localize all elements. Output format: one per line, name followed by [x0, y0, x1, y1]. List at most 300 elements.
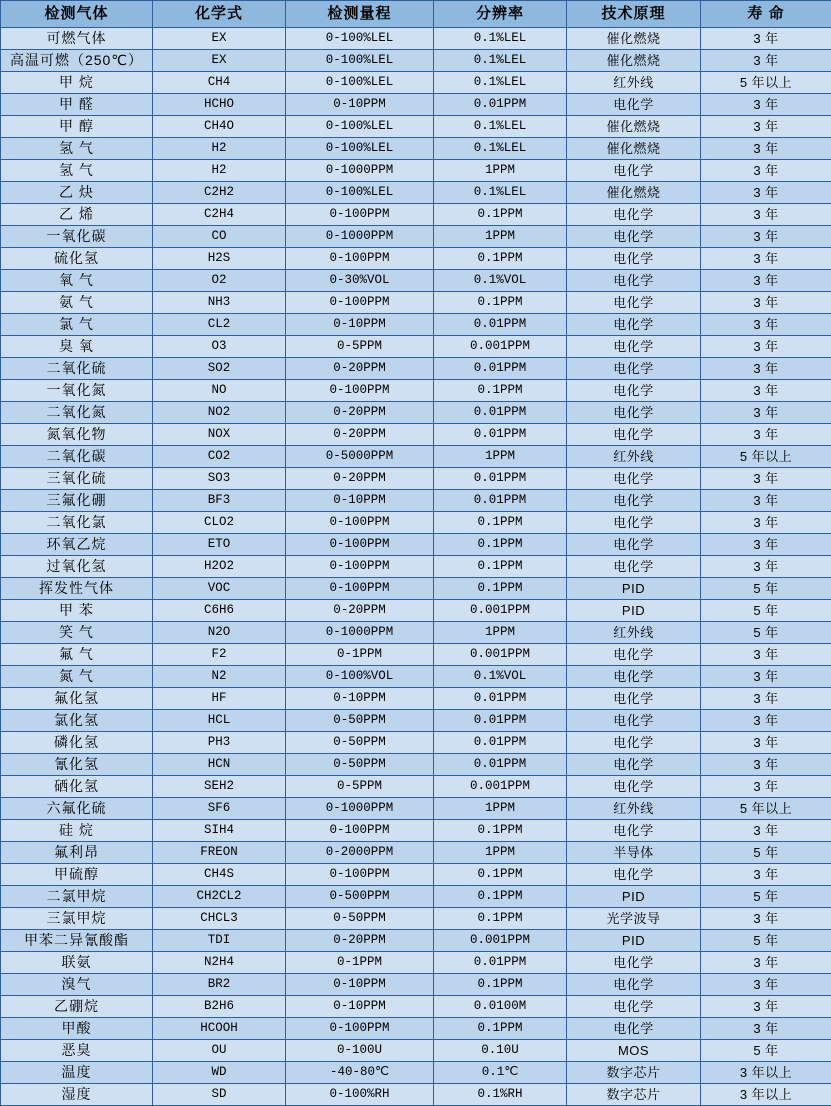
cell-formula: HCL — [153, 710, 286, 732]
cell-lifetime: 3 年 — [701, 952, 831, 974]
cell-gas: 二氯甲烷 — [1, 886, 153, 908]
cell-range: 0-100PPM — [286, 380, 434, 402]
cell-range: 0-100PPM — [286, 248, 434, 270]
cell-gas: 氢 气 — [1, 138, 153, 160]
cell-gas: 笑 气 — [1, 622, 153, 644]
cell-formula: SIH4 — [153, 820, 286, 842]
cell-gas: 二氧化氯 — [1, 512, 153, 534]
cell-principle: 红外线 — [567, 72, 701, 94]
table-row — [1, 204, 831, 226]
table-row — [1, 94, 831, 116]
table-row — [1, 116, 831, 138]
cell-lifetime: 5 年以上 — [701, 798, 831, 820]
cell-principle: 电化学 — [567, 776, 701, 798]
table-row — [1, 952, 831, 974]
table-row — [1, 1084, 831, 1106]
cell-resolution: 0.1PPM — [434, 820, 567, 842]
cell-lifetime: 3 年 — [701, 248, 831, 270]
cell-resolution: 1PPM — [434, 446, 567, 468]
cell-gas: 三氟化硼 — [1, 490, 153, 512]
cell-principle: PID — [567, 886, 701, 908]
table-row — [1, 556, 831, 578]
cell-gas: 过氧化氢 — [1, 556, 153, 578]
cell-formula: N2O — [153, 622, 286, 644]
cell-principle: 光学波导 — [567, 908, 701, 930]
cell-lifetime: 3 年 — [701, 710, 831, 732]
table-row — [1, 908, 831, 930]
cell-principle: 电化学 — [567, 204, 701, 226]
cell-resolution: 0.01PPM — [434, 94, 567, 116]
cell-resolution: 0.1%RH — [434, 1084, 567, 1106]
cell-formula: N2H4 — [153, 952, 286, 974]
cell-lifetime: 5 年 — [701, 578, 831, 600]
column-header-resolution: 分辨率 — [434, 1, 567, 28]
cell-lifetime: 3 年 — [701, 908, 831, 930]
cell-resolution: 0.1PPM — [434, 578, 567, 600]
table-row — [1, 820, 831, 842]
cell-formula: NH3 — [153, 292, 286, 314]
cell-range: 0-2000PPM — [286, 842, 434, 864]
cell-formula: O3 — [153, 336, 286, 358]
cell-range: 0-100%LEL — [286, 182, 434, 204]
cell-lifetime: 5 年 — [701, 622, 831, 644]
cell-principle: 催化燃烧 — [567, 116, 701, 138]
cell-formula: CL2 — [153, 314, 286, 336]
table-row — [1, 864, 831, 886]
cell-lifetime: 3 年 — [701, 160, 831, 182]
cell-resolution: 0.01PPM — [434, 732, 567, 754]
table-row — [1, 512, 831, 534]
cell-resolution: 0.01PPM — [434, 468, 567, 490]
cell-lifetime: 3 年 — [701, 182, 831, 204]
cell-formula: BF3 — [153, 490, 286, 512]
cell-lifetime: 3 年 — [701, 402, 831, 424]
cell-resolution: 0.01PPM — [434, 688, 567, 710]
cell-range: 0-100PPM — [286, 864, 434, 886]
cell-gas: 甲酸 — [1, 1018, 153, 1040]
cell-principle: 数字芯片 — [567, 1084, 701, 1106]
cell-range: 0-100U — [286, 1040, 434, 1062]
cell-lifetime: 5 年 — [701, 930, 831, 952]
cell-resolution: 1PPM — [434, 226, 567, 248]
cell-principle: 电化学 — [567, 402, 701, 424]
cell-range: 0-100PPM — [286, 534, 434, 556]
cell-range: -40-80℃ — [286, 1062, 434, 1084]
cell-resolution: 0.01PPM — [434, 952, 567, 974]
table-row — [1, 380, 831, 402]
table-row — [1, 490, 831, 512]
table-row — [1, 292, 831, 314]
cell-lifetime: 5 年 — [701, 842, 831, 864]
cell-gas: 甲硫醇 — [1, 864, 153, 886]
cell-resolution: 0.1PPM — [434, 864, 567, 886]
table-header — [1, 1, 831, 28]
cell-gas: 可燃气体 — [1, 28, 153, 50]
cell-gas: 湿度 — [1, 1084, 153, 1106]
cell-lifetime: 3 年 — [701, 688, 831, 710]
cell-principle: 电化学 — [567, 820, 701, 842]
cell-resolution: 0.1PPM — [434, 974, 567, 996]
cell-gas: 氢 气 — [1, 160, 153, 182]
cell-lifetime: 3 年 — [701, 534, 831, 556]
cell-principle: 电化学 — [567, 248, 701, 270]
cell-formula: H2 — [153, 160, 286, 182]
cell-lifetime: 3 年 — [701, 28, 831, 50]
cell-principle: 电化学 — [567, 270, 701, 292]
cell-lifetime: 3 年 — [701, 204, 831, 226]
cell-formula: SO3 — [153, 468, 286, 490]
cell-lifetime: 3 年 — [701, 94, 831, 116]
cell-resolution: 0.01PPM — [434, 402, 567, 424]
cell-principle: 电化学 — [567, 292, 701, 314]
cell-resolution: 0.1PPM — [434, 908, 567, 930]
cell-principle: 电化学 — [567, 468, 701, 490]
cell-resolution: 0.1%LEL — [434, 182, 567, 204]
cell-principle: 电化学 — [567, 314, 701, 336]
cell-formula: SEH2 — [153, 776, 286, 798]
cell-range: 0-20PPM — [286, 402, 434, 424]
cell-formula: ETO — [153, 534, 286, 556]
cell-gas: 臭 氧 — [1, 336, 153, 358]
cell-principle: MOS — [567, 1040, 701, 1062]
cell-principle: 电化学 — [567, 644, 701, 666]
cell-gas: 氟 气 — [1, 644, 153, 666]
table-row — [1, 226, 831, 248]
cell-resolution: 0.1PPM — [434, 512, 567, 534]
cell-gas: 硒化氢 — [1, 776, 153, 798]
cell-lifetime: 3 年 — [701, 644, 831, 666]
cell-lifetime: 3 年 — [701, 974, 831, 996]
table-row — [1, 358, 831, 380]
table-row — [1, 1018, 831, 1040]
cell-principle: 电化学 — [567, 556, 701, 578]
cell-gas: 联氨 — [1, 952, 153, 974]
cell-resolution: 0.1%LEL — [434, 72, 567, 94]
cell-range: 0-5PPM — [286, 336, 434, 358]
table-row — [1, 1040, 831, 1062]
cell-principle: 电化学 — [567, 534, 701, 556]
cell-formula: C2H4 — [153, 204, 286, 226]
cell-formula: NOX — [153, 424, 286, 446]
cell-resolution: 0.1PPM — [434, 380, 567, 402]
cell-formula: O2 — [153, 270, 286, 292]
cell-lifetime: 3 年 — [701, 754, 831, 776]
cell-lifetime: 3 年以上 — [701, 1084, 831, 1106]
cell-formula: CHCL3 — [153, 908, 286, 930]
cell-resolution: 0.001PPM — [434, 776, 567, 798]
cell-lifetime: 3 年 — [701, 380, 831, 402]
cell-range: 0-1000PPM — [286, 160, 434, 182]
cell-range: 0-100PPM — [286, 292, 434, 314]
table-row — [1, 402, 831, 424]
cell-lifetime: 3 年 — [701, 138, 831, 160]
cell-range: 0-500PPM — [286, 886, 434, 908]
cell-gas: 二氧化碳 — [1, 446, 153, 468]
cell-lifetime: 5 年以上 — [701, 446, 831, 468]
cell-gas: 乙 烯 — [1, 204, 153, 226]
cell-principle: 电化学 — [567, 710, 701, 732]
cell-formula: HF — [153, 688, 286, 710]
cell-resolution: 1PPM — [434, 622, 567, 644]
cell-principle: 电化学 — [567, 160, 701, 182]
cell-range: 0-10PPM — [286, 996, 434, 1018]
cell-principle: 电化学 — [567, 1018, 701, 1040]
cell-gas: 溴气 — [1, 974, 153, 996]
table-row — [1, 50, 831, 72]
header-row — [1, 1, 831, 28]
cell-gas: 三氧化硫 — [1, 468, 153, 490]
cell-lifetime: 3 年 — [701, 336, 831, 358]
cell-gas: 硅 烷 — [1, 820, 153, 842]
cell-range: 0-20PPM — [286, 358, 434, 380]
cell-range: 0-50PPM — [286, 732, 434, 754]
cell-range: 0-5PPM — [286, 776, 434, 798]
cell-range: 0-10PPM — [286, 314, 434, 336]
cell-formula: SF6 — [153, 798, 286, 820]
table-row — [1, 270, 831, 292]
cell-principle: 催化燃烧 — [567, 182, 701, 204]
cell-formula: NO — [153, 380, 286, 402]
cell-lifetime: 3 年 — [701, 468, 831, 490]
cell-resolution: 0.001PPM — [434, 930, 567, 952]
cell-gas: 高温可燃（250℃） — [1, 50, 153, 72]
cell-gas: 温度 — [1, 1062, 153, 1084]
cell-gas: 氯化氢 — [1, 710, 153, 732]
table-row — [1, 336, 831, 358]
table-row — [1, 996, 831, 1018]
table-row — [1, 446, 831, 468]
cell-principle: 电化学 — [567, 490, 701, 512]
cell-formula: CO2 — [153, 446, 286, 468]
cell-resolution: 0.0100M — [434, 996, 567, 1018]
table-row — [1, 72, 831, 94]
cell-range: 0-10PPM — [286, 974, 434, 996]
cell-gas: 硫化氢 — [1, 248, 153, 270]
cell-gas: 氟利昂 — [1, 842, 153, 864]
cell-range: 0-10PPM — [286, 688, 434, 710]
column-header-lifetime: 寿 命 — [701, 1, 831, 28]
cell-principle: 红外线 — [567, 798, 701, 820]
table-row — [1, 534, 831, 556]
cell-resolution: 0.1PPM — [434, 292, 567, 314]
cell-lifetime: 3 年 — [701, 820, 831, 842]
cell-formula: EX — [153, 50, 286, 72]
table-row — [1, 776, 831, 798]
cell-formula: NO2 — [153, 402, 286, 424]
cell-formula: SO2 — [153, 358, 286, 380]
cell-gas: 氯 气 — [1, 314, 153, 336]
cell-principle: 电化学 — [567, 666, 701, 688]
cell-range: 0-5000PPM — [286, 446, 434, 468]
cell-lifetime: 3 年 — [701, 424, 831, 446]
table-row — [1, 688, 831, 710]
cell-formula: C2H2 — [153, 182, 286, 204]
cell-principle: 红外线 — [567, 622, 701, 644]
cell-range: 0-100%VOL — [286, 666, 434, 688]
cell-resolution: 0.1℃ — [434, 1062, 567, 1084]
cell-formula: BR2 — [153, 974, 286, 996]
cell-principle: 半导体 — [567, 842, 701, 864]
cell-formula: H2O2 — [153, 556, 286, 578]
cell-formula: WD — [153, 1062, 286, 1084]
table-row — [1, 138, 831, 160]
cell-range: 0-50PPM — [286, 754, 434, 776]
cell-resolution: 0.001PPM — [434, 600, 567, 622]
cell-gas: 乙 炔 — [1, 182, 153, 204]
cell-gas: 氧 气 — [1, 270, 153, 292]
cell-range: 0-1PPM — [286, 644, 434, 666]
cell-range: 0-30%VOL — [286, 270, 434, 292]
table-row — [1, 622, 831, 644]
table-row — [1, 468, 831, 490]
table-row — [1, 644, 831, 666]
cell-range: 0-100%LEL — [286, 50, 434, 72]
cell-principle: 电化学 — [567, 732, 701, 754]
cell-gas: 乙硼烷 — [1, 996, 153, 1018]
column-header-range: 检测量程 — [286, 1, 434, 28]
cell-gas: 甲 苯 — [1, 600, 153, 622]
cell-gas: 磷化氢 — [1, 732, 153, 754]
table-row — [1, 886, 831, 908]
cell-principle: 催化燃烧 — [567, 50, 701, 72]
cell-formula: TDI — [153, 930, 286, 952]
cell-principle: 电化学 — [567, 424, 701, 446]
cell-principle: 催化燃烧 — [567, 138, 701, 160]
table-row — [1, 424, 831, 446]
cell-lifetime: 5 年 — [701, 600, 831, 622]
cell-range: 0-20PPM — [286, 600, 434, 622]
cell-principle: 数字芯片 — [567, 1062, 701, 1084]
cell-gas: 甲 醇 — [1, 116, 153, 138]
cell-gas: 氮 气 — [1, 666, 153, 688]
table-row — [1, 1062, 831, 1084]
table-row — [1, 314, 831, 336]
cell-gas: 环氧乙烷 — [1, 534, 153, 556]
cell-principle: 电化学 — [567, 688, 701, 710]
cell-resolution: 0.1PPM — [434, 204, 567, 226]
cell-gas: 二氧化硫 — [1, 358, 153, 380]
cell-range: 0-100%LEL — [286, 28, 434, 50]
cell-resolution: 0.1%VOL — [434, 666, 567, 688]
cell-resolution: 0.1PPM — [434, 248, 567, 270]
table-row — [1, 666, 831, 688]
cell-resolution: 1PPM — [434, 842, 567, 864]
cell-lifetime: 3 年以上 — [701, 1062, 831, 1084]
cell-gas: 氨 气 — [1, 292, 153, 314]
cell-gas: 一氧化碳 — [1, 226, 153, 248]
cell-range: 0-20PPM — [286, 468, 434, 490]
cell-gas: 甲 烷 — [1, 72, 153, 94]
cell-resolution: 0.01PPM — [434, 754, 567, 776]
cell-resolution: 0.1PPM — [434, 556, 567, 578]
cell-formula: H2S — [153, 248, 286, 270]
cell-formula: CO — [153, 226, 286, 248]
cell-gas: 甲 醛 — [1, 94, 153, 116]
cell-principle: 红外线 — [567, 446, 701, 468]
cell-lifetime: 5 年以上 — [701, 72, 831, 94]
cell-lifetime: 3 年 — [701, 996, 831, 1018]
cell-gas: 氟化氢 — [1, 688, 153, 710]
cell-lifetime: 3 年 — [701, 50, 831, 72]
cell-range: 0-100%LEL — [286, 72, 434, 94]
cell-range: 0-1PPM — [286, 952, 434, 974]
cell-lifetime: 5 年 — [701, 1040, 831, 1062]
cell-formula: HCOOH — [153, 1018, 286, 1040]
cell-formula: F2 — [153, 644, 286, 666]
cell-lifetime: 3 年 — [701, 556, 831, 578]
table-row — [1, 248, 831, 270]
cell-resolution: 0.1%LEL — [434, 116, 567, 138]
cell-lifetime: 3 年 — [701, 776, 831, 798]
cell-principle: PID — [567, 600, 701, 622]
cell-gas: 六氟化硫 — [1, 798, 153, 820]
cell-range: 0-1000PPM — [286, 798, 434, 820]
cell-principle: PID — [567, 930, 701, 952]
cell-formula: SD — [153, 1084, 286, 1106]
cell-principle: 电化学 — [567, 336, 701, 358]
cell-lifetime: 3 年 — [701, 732, 831, 754]
table-row — [1, 710, 831, 732]
cell-principle: 催化燃烧 — [567, 28, 701, 50]
cell-lifetime: 3 年 — [701, 358, 831, 380]
cell-lifetime: 3 年 — [701, 1018, 831, 1040]
cell-resolution: 0.1PPM — [434, 534, 567, 556]
cell-principle: 电化学 — [567, 94, 701, 116]
cell-formula: CH4S — [153, 864, 286, 886]
cell-lifetime: 3 年 — [701, 314, 831, 336]
cell-formula: CH2CL2 — [153, 886, 286, 908]
table-row — [1, 578, 831, 600]
cell-resolution: 0.001PPM — [434, 336, 567, 358]
cell-range: 0-100PPM — [286, 578, 434, 600]
cell-principle: 电化学 — [567, 380, 701, 402]
cell-range: 0-100%RH — [286, 1084, 434, 1106]
column-header-formula: 化学式 — [153, 1, 286, 28]
cell-range: 0-100PPM — [286, 820, 434, 842]
cell-range: 0-10PPM — [286, 490, 434, 512]
cell-principle: 电化学 — [567, 754, 701, 776]
cell-gas: 一氧化氮 — [1, 380, 153, 402]
cell-principle: 电化学 — [567, 358, 701, 380]
cell-range: 0-1000PPM — [286, 622, 434, 644]
cell-resolution: 0.01PPM — [434, 424, 567, 446]
cell-formula: CH4O — [153, 116, 286, 138]
cell-gas: 二氧化氮 — [1, 402, 153, 424]
cell-range: 0-100PPM — [286, 204, 434, 226]
cell-resolution: 1PPM — [434, 160, 567, 182]
cell-lifetime: 3 年 — [701, 490, 831, 512]
cell-formula: HCHO — [153, 94, 286, 116]
cell-range: 0-100PPM — [286, 1018, 434, 1040]
cell-principle: 电化学 — [567, 974, 701, 996]
cell-formula: C6H6 — [153, 600, 286, 622]
table-row — [1, 600, 831, 622]
cell-gas: 氰化氢 — [1, 754, 153, 776]
column-header-principle: 技术原理 — [567, 1, 701, 28]
cell-range: 0-20PPM — [286, 930, 434, 952]
cell-resolution: 0.1%VOL — [434, 270, 567, 292]
table-row — [1, 28, 831, 50]
cell-formula: B2H6 — [153, 996, 286, 1018]
cell-range: 0-50PPM — [286, 710, 434, 732]
cell-principle: 电化学 — [567, 512, 701, 534]
cell-formula: OU — [153, 1040, 286, 1062]
cell-lifetime: 3 年 — [701, 292, 831, 314]
cell-gas: 挥发性气体 — [1, 578, 153, 600]
cell-lifetime: 3 年 — [701, 666, 831, 688]
cell-formula: FREON — [153, 842, 286, 864]
cell-formula: VOC — [153, 578, 286, 600]
